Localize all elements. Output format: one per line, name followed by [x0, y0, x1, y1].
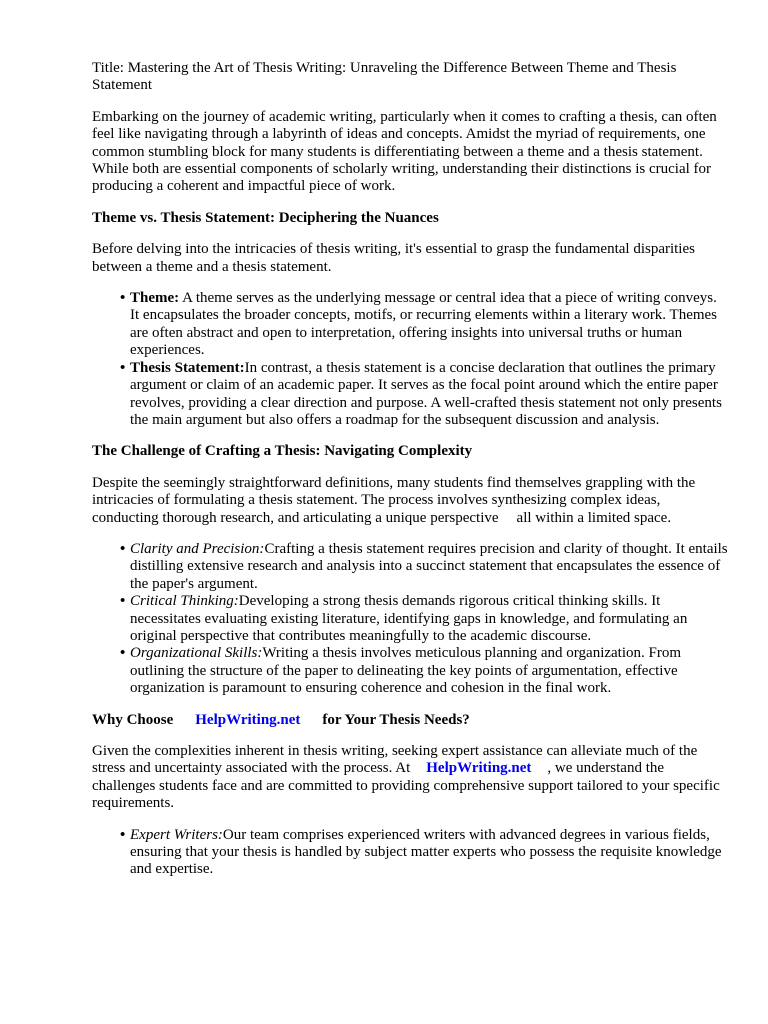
heading-text-before: Why Choose [92, 711, 174, 728]
heading-text-after: for Your Thesis Needs? [322, 711, 470, 728]
section2-paragraph [92, 475, 728, 527]
section2-paragraph-end: all within a limited space. [516, 509, 672, 526]
list-item-text: In contrast, a thesis statement is a concise declaration that outlines the primary argument or claim of an academic paper. It serves as the focal point around which the entire paper revolves, providing a clear direction and purpose. A well-crafted thesis statement not only presents the main argument but also offers a roadmap for the subsequent discussion and analysis. [130, 359, 722, 428]
bullet-icon: • [120, 645, 126, 662]
section-heading-challenge: The Challenge of Crafting a Thesis: Navigating Complexity [92, 443, 473, 460]
list-item-term: Critical Thinking: [130, 593, 239, 610]
list-item-critical-thinking [120, 593, 728, 645]
document-title: Title: Mastering the Art of Thesis Writing: Unraveling the Difference Between Theme and Thesis Statement [92, 60, 677, 94]
list-item-text: Our team comprises experienced writers with advanced degrees in various fields, ensuring that your thesis is handled by subject matter experts who possess the requisite knowledge and expertise. [130, 826, 722, 878]
list-item-text: A theme serves as the underlying message or central idea that a piece of writing conveys. It encapsulates the broader concepts, motifs, or recurring elements within a literary work. Themes are often abstract and open to interpretation, offering insights into universal truths or human experiences. [130, 290, 718, 359]
section1-list [92, 290, 728, 429]
paragraph-text-after: , we understand the challenges students face and are committed to providing comprehensive support tailored to your specific requirements. [92, 760, 720, 812]
bullet-icon: • [120, 359, 126, 376]
list-item-thesis-statement [120, 359, 728, 430]
list-item-term: Thesis Statement: [130, 359, 245, 376]
bullet-icon: • [120, 290, 126, 307]
list-item-clarity [120, 540, 728, 593]
list-item-term: Organizational Skills: [130, 645, 263, 662]
heading-brand-link[interactable]: HelpWriting.net [195, 711, 301, 728]
list-item-text: Developing a strong thesis demands rigorous critical thinking skills. It necessitates evaluating existing literature, identifying gaps in knowledge, and formulating an original perspective that contributes meaningfully to the academic discourse. [130, 593, 688, 644]
list-item-text: Crafting a thesis statement requires precision and clarity of thought. It entails distilling extensive research and analysis into a succinct statement that encapsulates the essence of the paper's argument. [130, 540, 728, 592]
bullet-icon: • [120, 826, 126, 843]
list-item-term: Expert Writers: [130, 826, 223, 843]
intro-paragraph: Embarking on the journey of academic writing, particularly when it comes to crafting a thesis, can often feel like navigating through a labyrinth of ideas and concepts. Amidst the myriad of requirements, one common stumbling block for many students is differentiating between a theme and a thesis statement. While both are essential components of scholarly writing, understanding their distinctions is crucial for producing a coherent and impactful piece of work. [92, 108, 717, 195]
bullet-icon: • [120, 593, 126, 610]
list-item-text: Writing a thesis involves meticulous planning and organization. From outlining the structure of the paper to delineating the key points of argumentation, effective organization is paramount to ensuring coherence and cohesion in the final work. [130, 645, 682, 697]
paragraph-brand-link[interactable]: HelpWriting.net [426, 760, 532, 777]
section2-list [92, 541, 728, 698]
list-item-term: Clarity and Precision: [130, 540, 265, 557]
list-item-theme [120, 290, 728, 360]
list-item-term: Theme: [130, 290, 180, 307]
section3-paragraph [92, 743, 728, 813]
section3-list [92, 827, 728, 879]
section-heading-why-choose [92, 712, 728, 729]
list-item-expert-writers [120, 826, 728, 879]
section2-paragraph-start: Despite the seemingly straightforward definitions, many students find themselves grappling with the intricacies of formulating a thesis statement. The process involves synthesizing complex ideas, conducting thorough research, and articulating a unique perspective [92, 474, 696, 526]
list-item-organizational-skills [120, 645, 728, 697]
paragraph-text-before: Given the complexities inherent in thesis writing, seeking expert assistance can alleviate much of the stress and uncertainty associated with the process. At [92, 743, 698, 777]
bullet-icon: • [120, 540, 126, 557]
section1-paragraph: Before delving into the intricacies of thesis writing, it's essential to grasp the fundamental disparities between a theme and a thesis statement. [92, 241, 695, 275]
section-heading-theme-vs-thesis: Theme vs. Thesis Statement: Deciphering the Nuances [92, 209, 439, 226]
